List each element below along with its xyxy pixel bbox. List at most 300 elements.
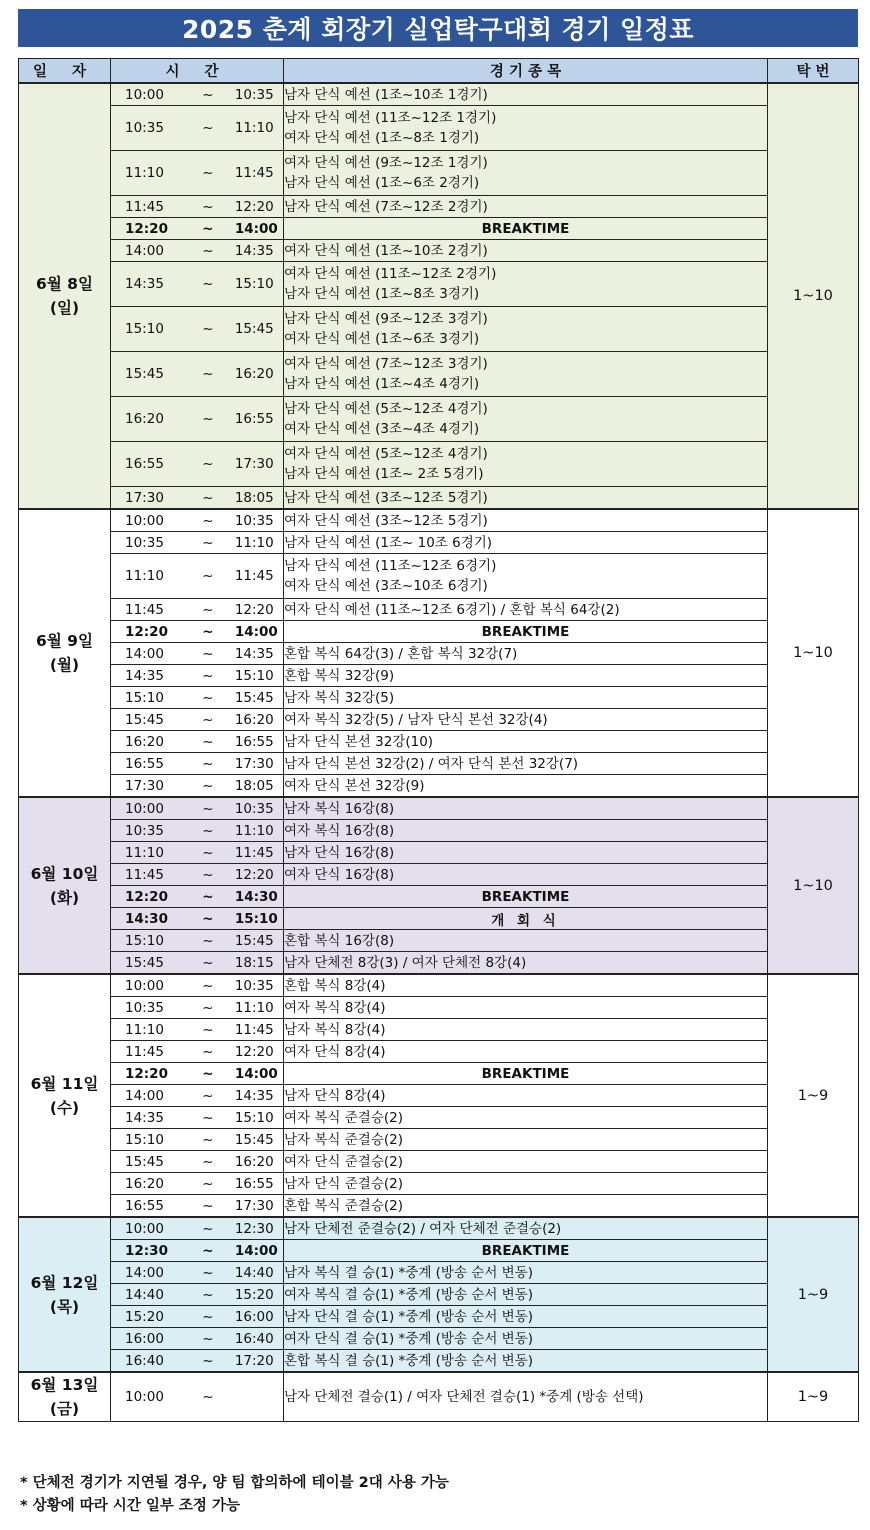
time-start: 15:45 xyxy=(125,954,164,971)
event-line: 여자 단식 예선 (5조~12조 4경기) xyxy=(284,446,488,462)
time-tilde: ~ xyxy=(202,1389,214,1405)
day-cell xyxy=(19,1217,111,1372)
event-cell xyxy=(284,1284,768,1306)
time-start: 12:20 xyxy=(125,220,168,237)
time-tilde: ~ xyxy=(202,954,214,971)
time-cell xyxy=(111,554,284,599)
time-cell xyxy=(111,842,284,864)
time-start: 10:00 xyxy=(125,977,164,994)
event-cell xyxy=(284,930,768,952)
time-end: 16:00 xyxy=(234,1308,274,1325)
time-cell xyxy=(111,106,284,151)
time-end: 16:20 xyxy=(234,1153,274,1170)
event-cell xyxy=(284,997,768,1019)
time-tilde: ~ xyxy=(202,534,214,551)
break-row xyxy=(19,1063,859,1085)
event-cell xyxy=(284,797,768,820)
time-tilde: ~ xyxy=(202,276,214,292)
time-tilde: ~ xyxy=(202,1264,214,1281)
event-cell xyxy=(284,240,768,262)
schedule-row xyxy=(19,997,859,1019)
time-start: 14:00 xyxy=(125,1087,164,1104)
event-cell xyxy=(284,709,768,731)
schedule-row xyxy=(19,1151,859,1173)
time-end: 10:35 xyxy=(234,86,274,103)
event-line: 여자 단식 예선 (1조~10조 2경기) xyxy=(284,242,488,259)
schedule-row xyxy=(19,1019,859,1041)
schedule-row xyxy=(19,775,859,798)
event-cell xyxy=(284,864,768,886)
event-line: 여자 단식 예선 (1조~6조 3경기) xyxy=(284,331,480,347)
event-cell xyxy=(284,83,768,106)
time-start: 11:10 xyxy=(125,568,164,584)
event-cell xyxy=(284,687,768,709)
schedule-row xyxy=(19,1195,859,1218)
time-start: 16:55 xyxy=(125,456,164,472)
time-start: 10:00 xyxy=(125,86,164,103)
schedule-row xyxy=(19,753,859,775)
time-end: 15:10 xyxy=(234,1109,274,1126)
event-cell xyxy=(284,665,768,687)
time-tilde: ~ xyxy=(202,844,214,861)
time-tilde: ~ xyxy=(202,1021,214,1038)
event-line: 남자 단식 8강(4) xyxy=(284,1087,386,1104)
time-tilde: ~ xyxy=(202,1153,214,1170)
time-cell xyxy=(111,397,284,442)
schedule-row xyxy=(19,1350,859,1373)
table-number-cell: 1~10 xyxy=(768,509,859,797)
time-end: 12:20 xyxy=(234,601,274,618)
time-cell xyxy=(111,240,284,262)
time-tilde: ~ xyxy=(202,1286,214,1303)
day-cell xyxy=(19,83,111,509)
time-tilde: ~ xyxy=(202,977,214,994)
header-day: 일 자 xyxy=(19,59,111,84)
break-row xyxy=(19,908,859,930)
event-cell xyxy=(284,442,768,487)
time-end: 16:55 xyxy=(234,1175,274,1192)
time-tilde: ~ xyxy=(202,489,214,506)
event-line: 남자 단식 예선 (11조~12조 6경기) xyxy=(284,558,497,574)
time-end: 14:35 xyxy=(234,242,274,259)
event-cell xyxy=(284,262,768,307)
event-line: 여자 복식 8강(4) xyxy=(284,999,386,1016)
time-end: 11:45 xyxy=(234,165,274,181)
day-date: 6월 8일 xyxy=(36,275,93,293)
time-start: 10:35 xyxy=(125,120,164,136)
time-tilde: ~ xyxy=(202,1308,214,1325)
time-end: 15:45 xyxy=(234,689,274,706)
event-line: 여자 단식 예선 (3조~4조 4경기) xyxy=(284,421,480,437)
event-cell xyxy=(284,1328,768,1350)
time-tilde: ~ xyxy=(202,623,214,640)
event-cell xyxy=(284,1019,768,1041)
time-cell xyxy=(111,1372,284,1422)
time-end: 14:00 xyxy=(234,623,278,640)
time-cell xyxy=(111,1306,284,1328)
event-cell xyxy=(284,1151,768,1173)
time-start: 11:45 xyxy=(125,1043,164,1060)
time-end: 15:20 xyxy=(234,1286,274,1303)
time-end: 15:45 xyxy=(234,1131,274,1148)
time-cell xyxy=(111,643,284,665)
time-tilde: ~ xyxy=(202,512,214,529)
schedule-row xyxy=(19,532,859,554)
time-start: 14:35 xyxy=(125,276,164,292)
time-tilde: ~ xyxy=(202,866,214,883)
time-start: 11:45 xyxy=(125,601,164,618)
time-end: 14:00 xyxy=(234,220,278,237)
time-tilde: ~ xyxy=(202,932,214,949)
event-cell xyxy=(284,1107,768,1129)
time-start: 16:55 xyxy=(125,755,164,772)
time-tilde: ~ xyxy=(202,1065,214,1082)
time-end: 15:10 xyxy=(234,910,278,927)
time-start: 10:00 xyxy=(125,1220,164,1237)
time-cell xyxy=(111,1173,284,1195)
time-cell xyxy=(111,487,284,510)
time-tilde: ~ xyxy=(202,689,214,706)
event-line: 혼합 복식 64강(3) / 혼합 복식 32강(7) xyxy=(284,645,518,662)
time-tilde: ~ xyxy=(202,645,214,662)
schedule-row xyxy=(19,665,859,687)
time-start: 14:00 xyxy=(125,242,164,259)
schedule-row xyxy=(19,820,859,842)
time-tilde: ~ xyxy=(202,86,214,103)
schedule-row xyxy=(19,1173,859,1195)
event-line: 여자 복식 결 승(1) *중계 (방송 순서 변동) xyxy=(284,1286,534,1303)
schedule-row xyxy=(19,1328,859,1350)
schedule-row xyxy=(19,83,859,106)
time-start: 12:20 xyxy=(125,1065,168,1082)
event-cell xyxy=(284,1372,768,1422)
event-line: 남자 단체전 준결승(2) / 여자 단체전 준결승(2) xyxy=(284,1220,562,1237)
time-cell xyxy=(111,952,284,975)
schedule-row xyxy=(19,1085,859,1107)
schedule-table xyxy=(18,58,859,1422)
time-end: 11:45 xyxy=(234,1021,274,1038)
time-start: 12:30 xyxy=(125,1242,168,1259)
time-start: 15:10 xyxy=(125,932,164,949)
time-end: 16:20 xyxy=(234,711,274,728)
event-cell xyxy=(284,599,768,621)
event-cell xyxy=(284,397,768,442)
event-cell xyxy=(284,1195,768,1218)
notes xyxy=(20,1472,449,1518)
schedule-row xyxy=(19,797,859,820)
time-cell xyxy=(111,1151,284,1173)
time-start: 16:20 xyxy=(125,1175,164,1192)
event-line: 혼합 복식 16강(8) xyxy=(284,932,395,949)
day-weekday: (일) xyxy=(49,299,80,317)
time-end: 17:30 xyxy=(234,456,274,472)
table-number-cell: 1~9 xyxy=(768,1217,859,1372)
event-line: 여자 단식 결 승(1) *중계 (방송 순서 변동) xyxy=(284,1330,534,1347)
time-cell xyxy=(111,1284,284,1306)
event-line: 혼합 복식 32강(9) xyxy=(284,667,395,684)
schedule-row xyxy=(19,842,859,864)
event-cell xyxy=(284,1085,768,1107)
time-start: 11:10 xyxy=(125,844,164,861)
schedule-row xyxy=(19,397,859,442)
event-cell xyxy=(284,952,768,975)
time-start: 10:35 xyxy=(125,822,164,839)
time-end: 17:30 xyxy=(234,755,274,772)
event-line: 남자 복식 8강(4) xyxy=(284,1021,386,1038)
time-start: 15:45 xyxy=(125,366,164,382)
schedule-body xyxy=(19,83,859,1422)
day-date: 6월 9일 xyxy=(36,632,93,650)
event-line: 남자 단식 결 승(1) *중계 (방송 순서 변동) xyxy=(284,1308,534,1325)
event-line: 남자 단식 예선 (1조~10조 1경기) xyxy=(284,86,488,103)
time-cell xyxy=(111,1129,284,1151)
event-cell xyxy=(284,532,768,554)
time-cell xyxy=(111,908,284,930)
time-tilde: ~ xyxy=(202,220,214,237)
event-cell xyxy=(284,820,768,842)
break-row xyxy=(19,886,859,908)
schedule-row xyxy=(19,1372,859,1422)
time-cell xyxy=(111,1195,284,1218)
time-cell xyxy=(111,1217,284,1240)
time-tilde: ~ xyxy=(202,1131,214,1148)
time-end: 11:10 xyxy=(234,534,274,551)
time-cell xyxy=(111,442,284,487)
time-tilde: ~ xyxy=(202,755,214,772)
time-cell xyxy=(111,196,284,218)
time-cell xyxy=(111,599,284,621)
header-table: 탁 번 xyxy=(768,59,859,84)
time-cell xyxy=(111,886,284,908)
time-cell xyxy=(111,930,284,952)
time-start: 16:20 xyxy=(125,733,164,750)
time-cell xyxy=(111,621,284,643)
time-end: 15:10 xyxy=(234,276,274,292)
time-end: 11:45 xyxy=(234,568,274,584)
day-date: 6월 13일 xyxy=(30,1376,99,1394)
time-cell xyxy=(111,532,284,554)
event-line: 여자 단식 16강(8) xyxy=(284,866,395,883)
time-start: 16:20 xyxy=(125,411,164,427)
schedule-row xyxy=(19,709,859,731)
break-label: BREAKTIME xyxy=(284,1063,768,1085)
time-cell xyxy=(111,797,284,820)
schedule-row xyxy=(19,1284,859,1306)
schedule-row xyxy=(19,307,859,352)
event-cell xyxy=(284,307,768,352)
time-tilde: ~ xyxy=(202,411,214,427)
time-start: 15:10 xyxy=(125,1131,164,1148)
event-cell xyxy=(284,1129,768,1151)
time-end: 15:10 xyxy=(234,667,274,684)
header-row xyxy=(19,59,859,84)
time-tilde: ~ xyxy=(202,777,214,794)
schedule-row xyxy=(19,352,859,397)
event-line: 여자 단식 예선 (11조~12조 6경기) / 혼합 복식 64강(2) xyxy=(284,601,620,618)
time-tilde: ~ xyxy=(202,120,214,136)
break-label: BREAKTIME xyxy=(284,1240,768,1262)
time-cell xyxy=(111,997,284,1019)
time-end: 14:30 xyxy=(234,888,278,905)
time-tilde: ~ xyxy=(202,1087,214,1104)
time-tilde: ~ xyxy=(202,711,214,728)
time-start: 14:35 xyxy=(125,667,164,684)
event-line: 여자 단식 예선 (1조~8조 1경기) xyxy=(284,130,480,146)
event-cell xyxy=(284,731,768,753)
time-end: 16:20 xyxy=(234,366,274,382)
time-tilde: ~ xyxy=(202,1197,214,1214)
time-start: 10:00 xyxy=(125,800,164,817)
time-tilde: ~ xyxy=(202,242,214,259)
schedule-row xyxy=(19,599,859,621)
time-tilde: ~ xyxy=(202,667,214,684)
day-cell xyxy=(19,509,111,797)
time-tilde: ~ xyxy=(202,165,214,181)
event-line: 남자 단식 예선 (1조~ 10조 6경기) xyxy=(284,534,493,551)
time-end: 10:35 xyxy=(234,977,274,994)
time-start: 15:10 xyxy=(125,321,164,337)
schedule-row xyxy=(19,262,859,307)
schedule-row xyxy=(19,864,859,886)
time-tilde: ~ xyxy=(202,198,214,215)
time-tilde: ~ xyxy=(202,1220,214,1237)
schedule-row xyxy=(19,151,859,196)
time-tilde: ~ xyxy=(202,1330,214,1347)
time-start: 14:30 xyxy=(125,910,168,927)
time-end: 12:20 xyxy=(234,866,274,883)
note-1: * 단체전 경기가 지연될 경우, 양 팀 합의하에 테이블 2대 사용 가능 xyxy=(20,1475,449,1491)
time-start: 12:20 xyxy=(125,888,168,905)
time-start: 17:30 xyxy=(125,489,164,506)
time-cell xyxy=(111,218,284,240)
header-event: 경 기 종 목 xyxy=(284,59,768,84)
break-label: BREAKTIME xyxy=(284,218,768,240)
event-line: 남자 단식 본선 32강(2) / 여자 단식 본선 32강(7) xyxy=(284,755,579,772)
day-date: 6월 11일 xyxy=(30,1074,99,1093)
event-line: 여자 단식 준결승(2) xyxy=(284,1153,403,1170)
time-tilde: ~ xyxy=(202,1109,214,1126)
event-line: 남자 복식 32강(5) xyxy=(284,689,395,706)
time-start: 14:00 xyxy=(125,645,164,662)
event-cell xyxy=(284,1173,768,1195)
event-line: 남자 단식 예선 (11조~12조 1경기) xyxy=(284,110,497,126)
event-line: 남자 단식 예선 (1조~8조 3경기) xyxy=(284,286,480,302)
event-cell xyxy=(284,106,768,151)
time-start: 12:20 xyxy=(125,623,168,640)
schedule-row xyxy=(19,731,859,753)
time-start: 15:45 xyxy=(125,711,164,728)
time-cell xyxy=(111,1041,284,1063)
break-row xyxy=(19,1240,859,1262)
time-cell xyxy=(111,1085,284,1107)
time-end: 15:45 xyxy=(234,321,274,337)
time-end: 14:35 xyxy=(234,645,274,662)
table-number-cell: 1~9 xyxy=(768,974,859,1217)
day-weekday: (목) xyxy=(49,1297,80,1316)
day-weekday: (금) xyxy=(49,1400,80,1418)
event-line: 여자 단식 8강(4) xyxy=(284,1043,386,1060)
event-cell xyxy=(284,554,768,599)
day-date: 6월 12일 xyxy=(30,1273,99,1292)
event-line: 남자 단식 예선 (3조~12조 5경기) xyxy=(284,489,488,506)
time-tilde: ~ xyxy=(202,999,214,1016)
page-title: 2025 춘계 회장기 실업탁구대회 경기 일정표 xyxy=(18,9,858,47)
schedule-row xyxy=(19,930,859,952)
time-end: 16:40 xyxy=(234,1330,274,1347)
time-cell xyxy=(111,974,284,997)
break-label: BREAKTIME xyxy=(284,621,768,643)
time-tilde: ~ xyxy=(202,1352,214,1369)
event-cell xyxy=(284,643,768,665)
time-start: 14:00 xyxy=(125,1264,164,1281)
time-tilde: ~ xyxy=(202,568,214,584)
day-weekday: (월) xyxy=(49,656,80,674)
time-start: 10:00 xyxy=(125,512,164,529)
time-cell xyxy=(111,307,284,352)
time-end: 14:00 xyxy=(234,1065,278,1082)
schedule-row xyxy=(19,106,859,151)
time-start: 15:20 xyxy=(125,1308,164,1325)
time-start: 16:00 xyxy=(125,1330,164,1347)
time-end: 14:35 xyxy=(234,1087,274,1104)
event-line: 남자 단식 준결승(2) xyxy=(284,1175,403,1192)
day-cell xyxy=(19,1372,111,1422)
break-row xyxy=(19,218,859,240)
time-start: 10:35 xyxy=(125,999,164,1016)
time-tilde: ~ xyxy=(202,601,214,618)
header-time: 시 간 xyxy=(111,59,284,84)
time-end: 17:20 xyxy=(234,1352,274,1369)
time-cell xyxy=(111,709,284,731)
time-tilde: ~ xyxy=(202,456,214,472)
event-line: 남자 복식 16강(8) xyxy=(284,800,395,817)
time-end: 18:15 xyxy=(234,954,274,971)
time-tilde: ~ xyxy=(202,822,214,839)
schedule-row xyxy=(19,952,859,975)
time-end: 11:45 xyxy=(234,844,274,861)
time-end: 10:35 xyxy=(234,512,274,529)
time-cell xyxy=(111,775,284,798)
event-line: 남자 단식 예선 (9조~12조 3경기) xyxy=(284,311,488,327)
event-line: 여자 단식 예선 (9조~12조 1경기) xyxy=(284,155,488,171)
time-end: 10:35 xyxy=(234,800,274,817)
event-line: 여자 복식 16강(8) xyxy=(284,822,395,839)
time-end: 12:30 xyxy=(234,1220,274,1237)
event-line: 여자 단식 예선 (3조~10조 6경기) xyxy=(284,578,488,594)
time-tilde: ~ xyxy=(202,321,214,337)
time-end: 11:10 xyxy=(234,999,274,1016)
event-line: 남자 복식 결 승(1) *중계 (방송 순서 변동) xyxy=(284,1264,534,1281)
event-line: 남자 단식 예선 (1조~6조 2경기) xyxy=(284,175,480,191)
schedule-row xyxy=(19,1262,859,1284)
time-cell xyxy=(111,1262,284,1284)
event-line: 남자 단식 본선 32강(10) xyxy=(284,733,434,750)
event-line: 남자 단식 예선 (5조~12조 4경기) xyxy=(284,401,488,417)
event-cell xyxy=(284,753,768,775)
event-cell xyxy=(284,1041,768,1063)
day-date: 6월 10일 xyxy=(30,864,99,883)
time-tilde: ~ xyxy=(202,910,214,927)
time-cell xyxy=(111,864,284,886)
event-line: 혼합 복식 준결승(2) xyxy=(284,1197,403,1214)
time-cell xyxy=(111,151,284,196)
event-line: 남자 단식 16강(8) xyxy=(284,844,395,861)
day-cell xyxy=(19,974,111,1217)
time-end: 17:30 xyxy=(234,1197,274,1214)
time-tilde: ~ xyxy=(202,733,214,750)
schedule-row xyxy=(19,974,859,997)
time-tilde: ~ xyxy=(202,800,214,817)
